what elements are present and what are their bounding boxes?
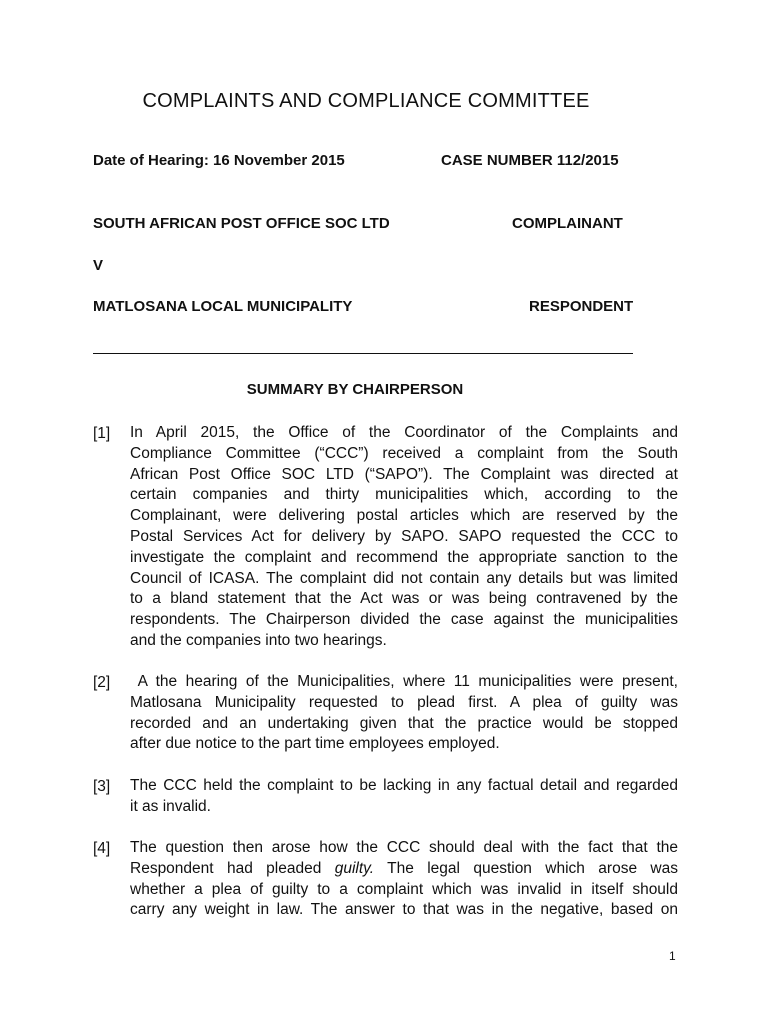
paragraph-number: [4] — [93, 840, 111, 857]
paragraph-line: The question then arose how the CCC should deal with the fact that the — [130, 839, 678, 856]
paragraph-number: [3] — [93, 778, 111, 795]
page-number: 1 — [669, 949, 676, 963]
paragraph-line: Council of ICASA. The complaint did not contain any details but was limited — [130, 569, 678, 587]
paragraph-line: after due notice to the part time employees employed. — [130, 735, 500, 753]
paragraph-line: recorded and an undertaking given that the practice would be stopped — [130, 714, 678, 732]
emphasized-word: guilty. — [334, 859, 375, 877]
paragraph-line: respondents. The Chairperson divided the case against the municipalities — [130, 611, 678, 629]
paragraph-line: Complainant, were delivering postal articles which are reserved by the — [130, 507, 678, 525]
separator-rule — [93, 353, 633, 354]
case-number: CASE NUMBER 112/2015 — [441, 152, 619, 169]
document-title: COMPLAINTS AND COMPLIANCE COMMITTEE — [142, 90, 590, 112]
paragraph-number: [1] — [93, 425, 111, 442]
paragraph-line: it as invalid. — [130, 797, 211, 815]
paragraph-line: carry any weight in law. The answer to that was in the negative, based on — [130, 901, 678, 919]
paragraph-line: African Post Office SOC LTD (“SAPO”). The Complaint was directed at — [130, 465, 678, 483]
hearing-date: Date of Hearing: 16 November 2015 — [93, 152, 345, 169]
line-text: Respondent had pleaded — [130, 859, 335, 877]
paragraph-body — [130, 423, 678, 652]
paragraph-number: [2] — [93, 674, 111, 691]
paragraph-line: A the hearing of the Municipalities, where 11 municipalities were present, — [130, 673, 678, 690]
line-text: The legal question which arose was — [374, 859, 678, 877]
complainant-label: COMPLAINANT — [512, 215, 623, 232]
respondent-name: MATLOSANA LOCAL MUNICIPALITY — [93, 298, 353, 315]
paragraph-line: Postal Services Act for delivery by SAPO. SAPO requested the CCC to — [130, 527, 678, 545]
complainant-name: SOUTH AFRICAN POST OFFICE SOC LTD — [93, 215, 390, 232]
summary-heading: SUMMARY BY CHAIRPERSON — [246, 381, 464, 398]
paragraph-line — [130, 859, 678, 880]
paragraph-body — [130, 672, 678, 755]
paragraph-line: whether a plea of guilty to a complaint which was invalid in itself should — [130, 880, 678, 898]
paragraph-body — [130, 776, 678, 818]
versus-marker: V — [93, 257, 104, 274]
paragraph-line: The CCC held the complaint to be lacking in any factual detail and regarded — [130, 777, 678, 794]
paragraph-line: and the companies into two hearings. — [130, 631, 387, 649]
paragraph-body — [130, 838, 678, 921]
paragraph-line: Matlosana Municipality requested to plead first. A plea of guilty was — [130, 693, 678, 711]
paragraph-line: In April 2015, the Office of the Coordinator of the Complaints and — [130, 424, 678, 441]
respondent-label: RESPONDENT — [529, 298, 634, 315]
paragraph-line: certain companies and thirty municipalities which, according to the — [130, 486, 678, 504]
paragraph-line: investigate the complaint and recommend the appropriate sanction to the — [130, 548, 678, 566]
paragraph-line: Compliance Committee (“CCC”) received a complaint from the South — [130, 444, 678, 462]
paragraph-line: to a bland statement that the Act was or was being contravened by the — [130, 590, 678, 608]
